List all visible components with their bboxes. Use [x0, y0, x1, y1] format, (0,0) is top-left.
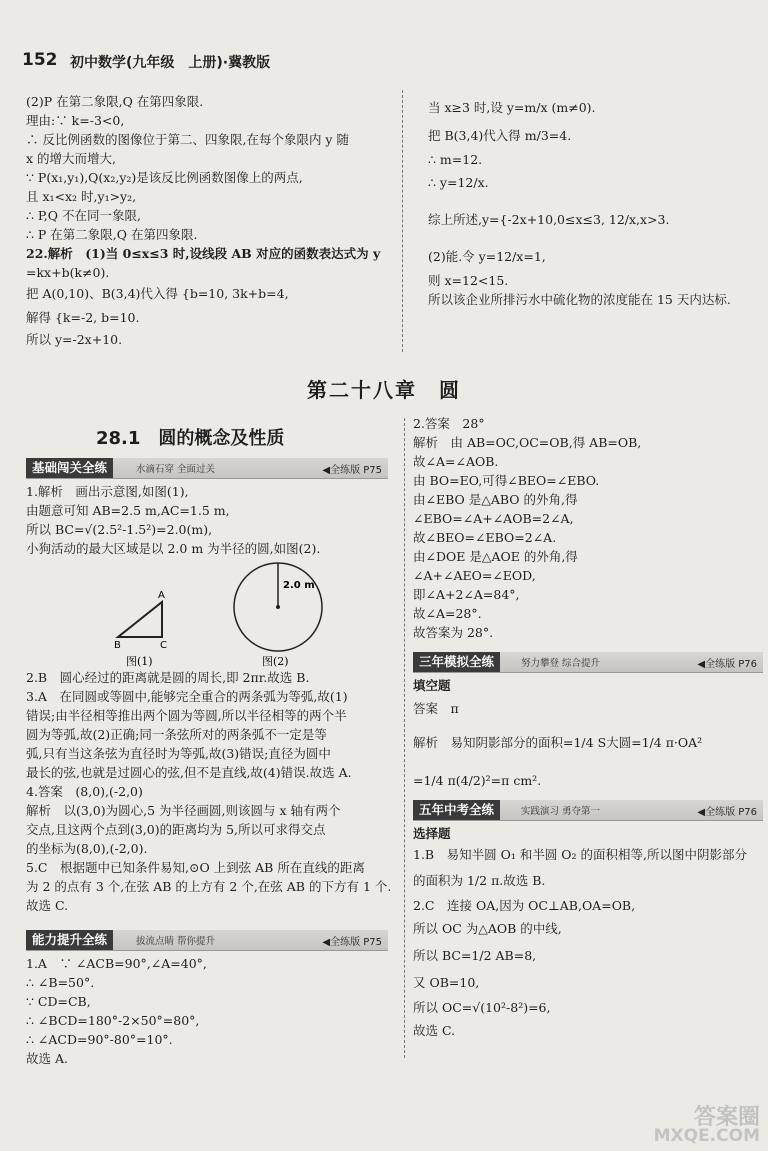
text-line: ∴ P,Q 不在同一象限, — [26, 208, 141, 223]
figure-label-a: A — [158, 590, 165, 601]
text-line: 解析 由 AB=OC,OC=OB,得 AB=OB, — [413, 435, 642, 450]
text-line: 交点,且这两个点到(3,0)的距离均为 5,所以可求得交点 — [26, 822, 326, 837]
text-line: 1.解析 画出示意图,如图(1), — [26, 484, 189, 499]
figure-caption-2: 图(2) — [262, 655, 289, 668]
text-line: (2)P 在第二象限,Q 在第四象限. — [26, 94, 204, 109]
text-line: 故∠A=∠AOB. — [413, 454, 499, 469]
text-line: 故选 C. — [26, 898, 69, 913]
text-line: 3.A 在同圆或等圆中,能够完全重合的两条弧为等弧,故(1) — [26, 689, 348, 704]
section-heading: 选择题 — [413, 826, 451, 841]
text-line: 由∠DOE 是△AOE 的外角,得 — [413, 549, 578, 564]
text-line: 所以 OC=√(10²-8²)=6, — [413, 1000, 551, 1015]
text-line: ∴ ∠B=50°. — [26, 975, 95, 990]
text-line: 故选 A. — [26, 1051, 68, 1066]
text-line: 2.答案 28° — [413, 416, 485, 431]
text-line: 故∠A=28°. — [413, 606, 482, 621]
text-line: 由题意可知 AB=2.5 m,AC=1.5 m, — [26, 503, 230, 518]
text-line: 所以 BC=√(2.5²-1.5²)=2.0(m), — [26, 522, 213, 537]
column-divider — [404, 418, 405, 1058]
column-divider — [402, 90, 403, 352]
text-line: 最长的弦,也就是过圆心的弦,但不是直线,故(4)错误.故选 A. — [26, 765, 352, 780]
basic-solutions-b — [26, 668, 396, 915]
radius-label: 2.0 m — [283, 580, 315, 591]
three-year-solution — [413, 676, 763, 799]
text-line: 故答案为 28°. — [413, 625, 494, 640]
text-line: ∵ P(x₁,y₁),Q(x₂,y₂)是该反比例函数图像上的两点, — [26, 170, 303, 185]
text-line: 所以 OC 为△AOB 的中线, — [413, 921, 562, 936]
text-line: 为 2 的点有 3 个,在弦 AB 的上方有 2 个,在弦 AB 的下方有 1 个. — [26, 879, 392, 894]
figure-caption-1: 图(1) — [126, 655, 153, 668]
text-line: 5.C 根据题中已知条件易知,⊙O 上到弦 AB 所在直线的距离 — [26, 860, 365, 875]
text-line: 小狗活动的最大区域是以 2.0 m 为半径的圆,如图(2). — [26, 541, 321, 556]
text-line: 22.解析 (1)当 0≤x≤3 时,设线段 AB 对应的函数表达式为 y — [26, 246, 381, 261]
bar-tag: 能力提升全练 — [26, 930, 113, 950]
text-line: =1/4 π(4/2)²=π cm². — [413, 773, 542, 788]
bar-tag: 基础闯关全练 — [26, 458, 113, 478]
text-line: 答案 π — [413, 701, 459, 716]
page-number: 152 — [22, 50, 58, 70]
text-line: 解得 {k=-2, b=10. — [26, 310, 140, 325]
text-line: 故∠BEO=∠EBO=2∠A. — [413, 530, 557, 545]
five-year-practice-bar — [413, 800, 763, 821]
text-line: 所以该企业所排污水中硫化物的浓度能在 15 天内达标. — [428, 292, 731, 307]
section-title: 28.1 圆的概念及性质 — [96, 428, 285, 449]
text-line: 解析 以(3,0)为圆心,5 为半径画圆,则该圆与 x 轴有两个 — [26, 803, 341, 818]
text-line: ∠A+∠AEO=∠EOD, — [413, 568, 536, 583]
bar-motto: 拔流点睛 帮你提升 — [136, 936, 216, 947]
text-line: 弧,只有当这条弦为直径时为等弧,故(3)错误;直径为圆中 — [26, 746, 331, 761]
improve-practice-bar — [26, 930, 388, 951]
text-line: 的面积为 1/2 π.故选 B. — [413, 873, 546, 888]
watermark-logo: 答案圈 — [693, 1105, 760, 1130]
text-line: ∴ m=12. — [428, 152, 483, 167]
text-line: 2.C 连接 OA,因为 OC⊥AB,OA=OB, — [413, 898, 636, 913]
improve-solutions — [26, 954, 396, 1068]
text-line: 把 B(3,4)代入得 m/3=4. — [428, 128, 572, 143]
text-line: ∠EBO=∠A+∠AOB=2∠A, — [413, 511, 574, 526]
figure-triangle-circle — [100, 562, 340, 672]
text-line: 1.A ∵ ∠ACB=90°,∠A=40°, — [26, 956, 207, 971]
text-line: ∴ P 在第二象限,Q 在第四象限. — [26, 227, 198, 242]
three-year-practice-bar — [413, 652, 763, 673]
center-dot — [276, 605, 280, 609]
bar-tag: 五年中考全练 — [413, 800, 500, 820]
text-line: 所以 BC=1/2 AB=8, — [413, 948, 537, 963]
chapter-title: 第二十八章 圆 — [307, 378, 461, 402]
bar-ref: ◀全练版 P76 — [697, 659, 757, 670]
text-line: 又 OB=10, — [413, 975, 480, 990]
text-line: ∴ ∠BCD=180°-2×50°=80°, — [26, 1013, 200, 1028]
text-line: 圆为等弧,故(2)正确;同一条弦所对的两条弧不一定是等 — [26, 727, 327, 742]
text-line: x 的增大而增大, — [26, 151, 116, 166]
text-line: ∴ ∠ACD=90°-80°=10°. — [26, 1032, 173, 1047]
text-line: 由∠EBO 是△ABO 的外角,得 — [413, 492, 578, 507]
right-q2-solution — [413, 414, 763, 642]
figure-label-c: C — [160, 640, 167, 651]
text-line: 由 BO=EO,可得∠BEO=∠EBO. — [413, 473, 600, 488]
basic-solutions-a — [26, 482, 396, 558]
bar-ref: ◀全练版 P75 — [322, 465, 382, 476]
text-line: 把 A(0,10)、B(3,4)代入得 {b=10, 3k+b=4, — [26, 286, 289, 301]
watermark-url: MXQE.COM — [653, 1126, 760, 1146]
bar-motto: 努力攀登 综合提升 — [521, 658, 601, 669]
text-line: 2.B 圆心经过的距离就是圆的周长,即 2πr.故选 B. — [26, 670, 310, 685]
text-line: (2)能.令 y=12/x=1, — [428, 249, 546, 264]
text-line: ∴ y=12/x. — [428, 175, 489, 190]
text-line: 则 x=12<15. — [428, 273, 509, 288]
text-line: 且 x₁<x₂ 时,y₁>y₂, — [26, 189, 137, 204]
text-line: 故选 C. — [413, 1023, 456, 1038]
text-line: 当 x≥3 时,设 y=m/x (m≠0). — [428, 100, 596, 115]
text-line: 的坐标为(8,0),(-2,0). — [26, 841, 148, 856]
figure-label-b: B — [114, 640, 121, 651]
top-right-solutions — [428, 94, 768, 309]
text-line: 即∠A+2∠A=84°, — [413, 587, 520, 602]
bar-tag: 三年模拟全练 — [413, 652, 500, 672]
section-heading: 填空题 — [413, 678, 451, 693]
top-left-solutions — [26, 92, 396, 349]
text-line: 综上所述,y={-2x+10,0≤x≤3, 12/x,x>3. — [428, 212, 670, 227]
text-line: 错误;由半径相等推出两个圆为等圆,所以半径相等的两个半 — [26, 708, 347, 723]
bar-motto: 水滴石穿 全面过关 — [136, 464, 216, 475]
text-line: 1.B 易知半圆 O₁ 和半圆 O₂ 的面积相等,所以图中阴影部分 — [413, 847, 747, 862]
bar-ref: ◀全练版 P76 — [697, 807, 757, 818]
bar-ref: ◀全练版 P75 — [322, 937, 382, 948]
text-line: 所以 y=-2x+10. — [26, 332, 123, 347]
five-year-solution — [413, 824, 763, 1040]
text-line: ∴ 反比例函数的图像位于第二、四象限,在每个象限内 y 随 — [26, 132, 349, 147]
text-line: =kx+b(k≠0). — [26, 265, 110, 280]
bar-motto: 实践演习 勇夺第一 — [521, 806, 601, 817]
book-title: 初中数学(九年级 上册)·冀教版 — [70, 55, 271, 71]
text-line: 解析 易知阴影部分的面积=1/4 S大圆=1/4 π·OA² — [413, 735, 703, 750]
triangle-shape — [118, 602, 162, 637]
text-line: 理由:∵ k=-3<0, — [26, 113, 125, 128]
basic-practice-bar — [26, 458, 388, 479]
text-line: 4.答案 (8,0),(-2,0) — [26, 784, 143, 799]
text-line: ∵ CD=CB, — [26, 994, 91, 1009]
